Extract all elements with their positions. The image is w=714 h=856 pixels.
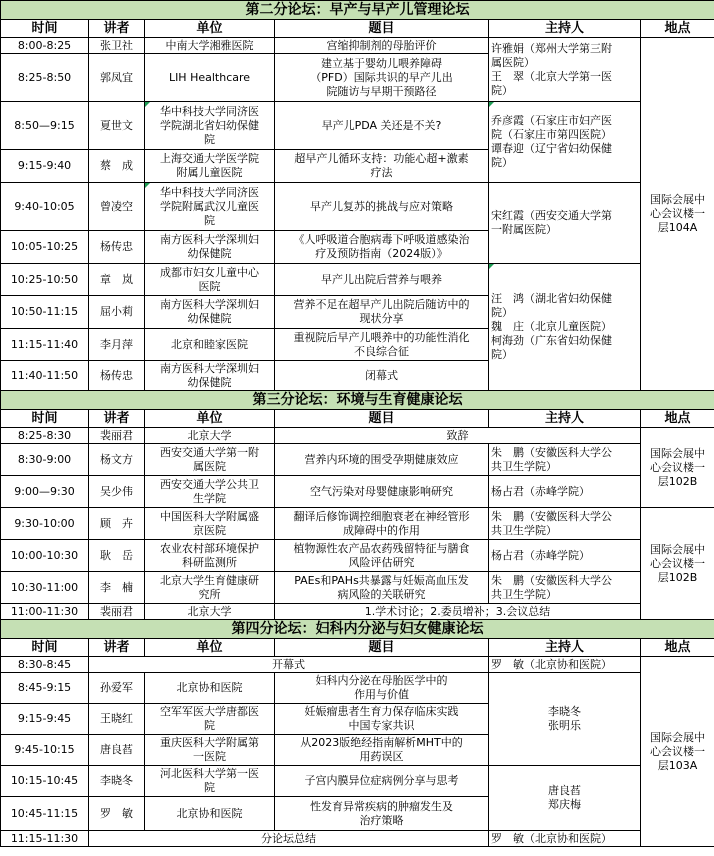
header-speaker: 讲者 xyxy=(89,20,145,38)
header-venue: 地点 xyxy=(641,20,714,38)
host-cell: 罗 敏（北京协和医院） xyxy=(489,657,641,673)
table-row xyxy=(1,657,714,673)
time-cell: 8:30-8:45 xyxy=(1,657,89,673)
time-cell: 10:50-11:15 xyxy=(1,296,89,329)
table-row xyxy=(1,476,714,508)
table-row xyxy=(1,444,714,476)
speaker-cell: 李月萍 xyxy=(89,329,145,361)
time-cell: 8:30-9:00 xyxy=(1,444,89,476)
topic-cell: 翻译后修饰调控细胞衰老在神经管形 成障碍中的作用 xyxy=(275,508,489,540)
speaker-cell: 王晓红 xyxy=(89,704,145,735)
topic-cell: 早产儿复苏的挑战与应对策略 xyxy=(275,183,489,231)
speaker-cell: 章 岚 xyxy=(89,264,145,296)
unit-cell: 南方医科大学深圳妇 幼保健院 xyxy=(145,361,275,391)
unit-cell: 华中科技大学同济医 学院湖北省妇幼保健 院 xyxy=(145,102,275,150)
topic-cell: 早产儿PDA 关还是不关? xyxy=(275,102,489,150)
header-unit: 单位 xyxy=(145,639,275,657)
venue-cell: 国际会展中 心会议楼一 层102B xyxy=(641,428,714,508)
unit-cell: 中国医科大学附属盛 京医院 xyxy=(145,508,275,540)
time-cell: 9:15-9:40 xyxy=(1,150,89,183)
topic-cell: PAEs和PAHs共暴露与妊娠高血压发 病风险的关联研究 xyxy=(275,572,489,604)
unit-cell: 北京和睦家医院 xyxy=(145,329,275,361)
topic-cell: 超早产儿循环支持：功能心超+激素 疗法 xyxy=(275,150,489,183)
closing-cell: 分论坛总结 xyxy=(89,831,489,847)
unit-cell: 西安交通大学第一附 属医院 xyxy=(145,444,275,476)
opening-cell: 开幕式 xyxy=(89,657,489,673)
unit-cell: 华中科技大学同济医 学院附属武汉儿童医 院 xyxy=(145,183,275,231)
forum3-header-row xyxy=(1,410,714,428)
unit-cell: 农业农村部环境保护 科研监测所 xyxy=(145,540,275,572)
table-row xyxy=(1,673,714,704)
unit-cell: 北京大学 xyxy=(145,604,275,620)
topic-cell: 闭幕式 xyxy=(275,361,489,391)
unit-cell: 北京大学生育健康研 究所 xyxy=(145,572,275,604)
speaker-cell: 夏世文 xyxy=(89,102,145,150)
topic-cell: 性发育异常疾病的肿瘤发生及 治疗策略 xyxy=(275,797,489,831)
time-cell: 10:25-10:50 xyxy=(1,264,89,296)
host-cell: 朱 鹏（安徽医科大学公 共卫生学院） xyxy=(489,444,641,476)
speaker-cell: 裴丽君 xyxy=(89,604,145,620)
topic-cell: 建立基于婴幼儿喂养障碍 （PFD）国际共识的早产儿出 院随访与早期干预路径 xyxy=(275,54,489,102)
speaker-cell: 李晓冬 xyxy=(89,766,145,797)
unit-cell: 重庆医科大学附属第 一医院 xyxy=(145,735,275,766)
topic-cell: 营养不足在超早产儿出院后随访中的 现状分享 xyxy=(275,296,489,329)
table-row xyxy=(1,102,714,150)
topic-cell: 从2023版绝经指南解析MHT中的 用药误区 xyxy=(275,735,489,766)
unit-cell: 上海交通大学医学院 附属儿童医院 xyxy=(145,150,275,183)
header-time: 时间 xyxy=(1,410,89,428)
header-host: 主持人 xyxy=(489,639,641,657)
speaker-cell: 吴少伟 xyxy=(89,476,145,508)
speaker-cell: 屈小莉 xyxy=(89,296,145,329)
speaker-cell: 曾凌空 xyxy=(89,183,145,231)
speaker-cell: 杨传忠 xyxy=(89,361,145,391)
header-venue: 地点 xyxy=(641,639,714,657)
time-cell: 8:25-8:30 xyxy=(1,428,89,444)
table-row xyxy=(1,38,714,54)
table-row xyxy=(1,183,714,231)
topic-cell: 妊娠瘤患者生育力保存临床实践 中国专家共识 xyxy=(275,704,489,735)
host-cell: 许雅娟（郑州大学第三附 属医院） 王 翠（北京大学第一医 院） xyxy=(489,38,641,102)
table-row xyxy=(1,604,714,620)
topic-cell: 子宫内膜异位症病例分享与思考 xyxy=(275,766,489,797)
host-cell: 朱 鹏（安徽医科大学公 共卫生学院） xyxy=(489,508,641,540)
host-cell: 罗 敏（北京协和医院） xyxy=(489,831,641,847)
time-cell: 11:40-11:50 xyxy=(1,361,89,391)
header-host: 主持人 xyxy=(489,410,641,428)
time-cell: 10:05-10:25 xyxy=(1,231,89,264)
time-cell: 11:15-11:40 xyxy=(1,329,89,361)
speaker-cell: 张卫社 xyxy=(89,38,145,54)
host-cell: 李晓冬 张明乐 xyxy=(489,673,641,766)
time-cell: 8:25-8:50 xyxy=(1,54,89,102)
table-row xyxy=(1,508,714,540)
host-cell: 宋红霞（西安交通大学第 一附属医院） xyxy=(489,183,641,264)
unit-cell: 北京协和医院 xyxy=(145,797,275,831)
unit-cell: 西安交通大学公共卫 生学院 xyxy=(145,476,275,508)
table-row xyxy=(1,264,714,296)
forum4-title: 第四分论坛：妇科内分泌与妇女健康论坛 xyxy=(1,620,714,639)
time-cell: 9:30-10:00 xyxy=(1,508,89,540)
host-cell: 乔彦霞（石家庄市妇产医 院（石家庄市第四医院） 谭春迎（辽宁省妇幼保健 院） xyxy=(489,102,641,183)
unit-cell: 南方医科大学深圳妇 幼保健院 xyxy=(145,296,275,329)
time-cell: 10:15-10:45 xyxy=(1,766,89,797)
time-cell: 10:00-10:30 xyxy=(1,540,89,572)
speaker-cell: 罗 敏 xyxy=(89,797,145,831)
time-cell: 8:00-8:25 xyxy=(1,38,89,54)
time-cell: 8:50—9:15 xyxy=(1,102,89,150)
host-cell: 唐良萏 郑庆梅 xyxy=(489,766,641,831)
forum2-header-row xyxy=(1,20,714,38)
header-speaker: 讲者 xyxy=(89,410,145,428)
host-cell: 朱 鹏（安徽医科大学公 共卫生学院） xyxy=(489,572,641,604)
header-unit: 单位 xyxy=(145,20,275,38)
time-cell: 9:00—9:30 xyxy=(1,476,89,508)
header-topic: 题目 xyxy=(275,410,489,428)
speaker-cell: 杨传忠 xyxy=(89,231,145,264)
speaker-cell: 耿 岳 xyxy=(89,540,145,572)
topic-cell: 致辞 xyxy=(275,428,641,444)
unit-cell: 中南大学湘雅医院 xyxy=(145,38,275,54)
topic-cell: 空气污染对母婴健康影响研究 xyxy=(275,476,489,508)
table-row xyxy=(1,428,714,444)
topic-cell: 《人呼吸道合胞病毒下呼吸道感染治 疗及预防指南（2024版）》 xyxy=(275,231,489,264)
forum3-title-row xyxy=(1,391,714,410)
speaker-cell: 郭凤宜 xyxy=(89,54,145,102)
speaker-cell: 李 楠 xyxy=(89,572,145,604)
table-row xyxy=(1,572,714,604)
time-cell: 9:45-10:15 xyxy=(1,735,89,766)
header-speaker: 讲者 xyxy=(89,639,145,657)
speaker-cell: 杨文方 xyxy=(89,444,145,476)
forum3-title: 第三分论坛：环境与生育健康论坛 xyxy=(1,391,714,410)
topic-cell: 植物源性农产品农药残留特征与膳食 风险评估研究 xyxy=(275,540,489,572)
topic-cell: 宫缩抑制剂的母胎评价 xyxy=(275,38,489,54)
host-cell: 杨占君（赤峰学院） xyxy=(489,540,641,572)
topic-cell: 重视院后早产儿喂养中的功能性消化 不良综合征 xyxy=(275,329,489,361)
speaker-cell: 顾 卉 xyxy=(89,508,145,540)
header-venue: 地点 xyxy=(641,410,714,428)
header-topic: 题目 xyxy=(275,20,489,38)
venue-cell: 国际会展中 心会议楼一 层103A xyxy=(641,657,714,847)
time-cell: 9:40-10:05 xyxy=(1,183,89,231)
forum2-title-row xyxy=(1,1,714,20)
unit-cell: 北京大学 xyxy=(145,428,275,444)
speaker-cell: 唐良萏 xyxy=(89,735,145,766)
unit-cell: 南方医科大学深圳妇 幼保健院 xyxy=(145,231,275,264)
table-row xyxy=(1,831,714,847)
time-cell: 11:15-11:30 xyxy=(1,831,89,847)
unit-cell: LIH Healthcare xyxy=(145,54,275,102)
topic-cell: 妇科内分泌在母胎医学中的 作用与价值 xyxy=(275,673,489,704)
topic-cell: 1.学术讨论；2.委员增补；3.会议总结 xyxy=(275,604,641,620)
speaker-cell: 裴丽君 xyxy=(89,428,145,444)
forum2-title: 第二分论坛：早产与早产儿管理论坛 xyxy=(1,1,714,20)
table-row xyxy=(1,766,714,797)
unit-cell: 河北医科大学第一医 院 xyxy=(145,766,275,797)
unit-cell: 空军军医大学唐都医 院 xyxy=(145,704,275,735)
unit-cell: 成都市妇女儿童中心 医院 xyxy=(145,264,275,296)
time-cell: 11:00-11:30 xyxy=(1,604,89,620)
topic-cell: 早产儿出院后营养与喂养 xyxy=(275,264,489,296)
table-row xyxy=(1,540,714,572)
venue-cell: 国际会展中 心会议楼一 层104A xyxy=(641,38,714,391)
speaker-cell: 蔡 成 xyxy=(89,150,145,183)
time-cell: 10:45-11:15 xyxy=(1,797,89,831)
forum4-header-row xyxy=(1,639,714,657)
unit-cell: 北京协和医院 xyxy=(145,673,275,704)
venue-cell: 国际会展中 心会议楼一 层102B xyxy=(641,508,714,620)
time-cell: 9:15-9:45 xyxy=(1,704,89,735)
time-cell: 10:30-11:00 xyxy=(1,572,89,604)
forum4-title-row xyxy=(1,620,714,639)
host-cell: 杨占君（赤峰学院） xyxy=(489,476,641,508)
speaker-cell: 孙爱军 xyxy=(89,673,145,704)
header-host: 主持人 xyxy=(489,20,641,38)
header-time: 时间 xyxy=(1,20,89,38)
time-cell: 8:45-9:15 xyxy=(1,673,89,704)
header-unit: 单位 xyxy=(145,410,275,428)
host-cell: 汪 鸿（湖北省妇幼保健 院） 魏 庄（北京儿童医院） 柯海劲（广东省妇幼保健 院） xyxy=(489,264,641,391)
header-time: 时间 xyxy=(1,639,89,657)
topic-cell: 营养内环境的围受孕期健康效应 xyxy=(275,444,489,476)
header-topic: 题目 xyxy=(275,639,489,657)
